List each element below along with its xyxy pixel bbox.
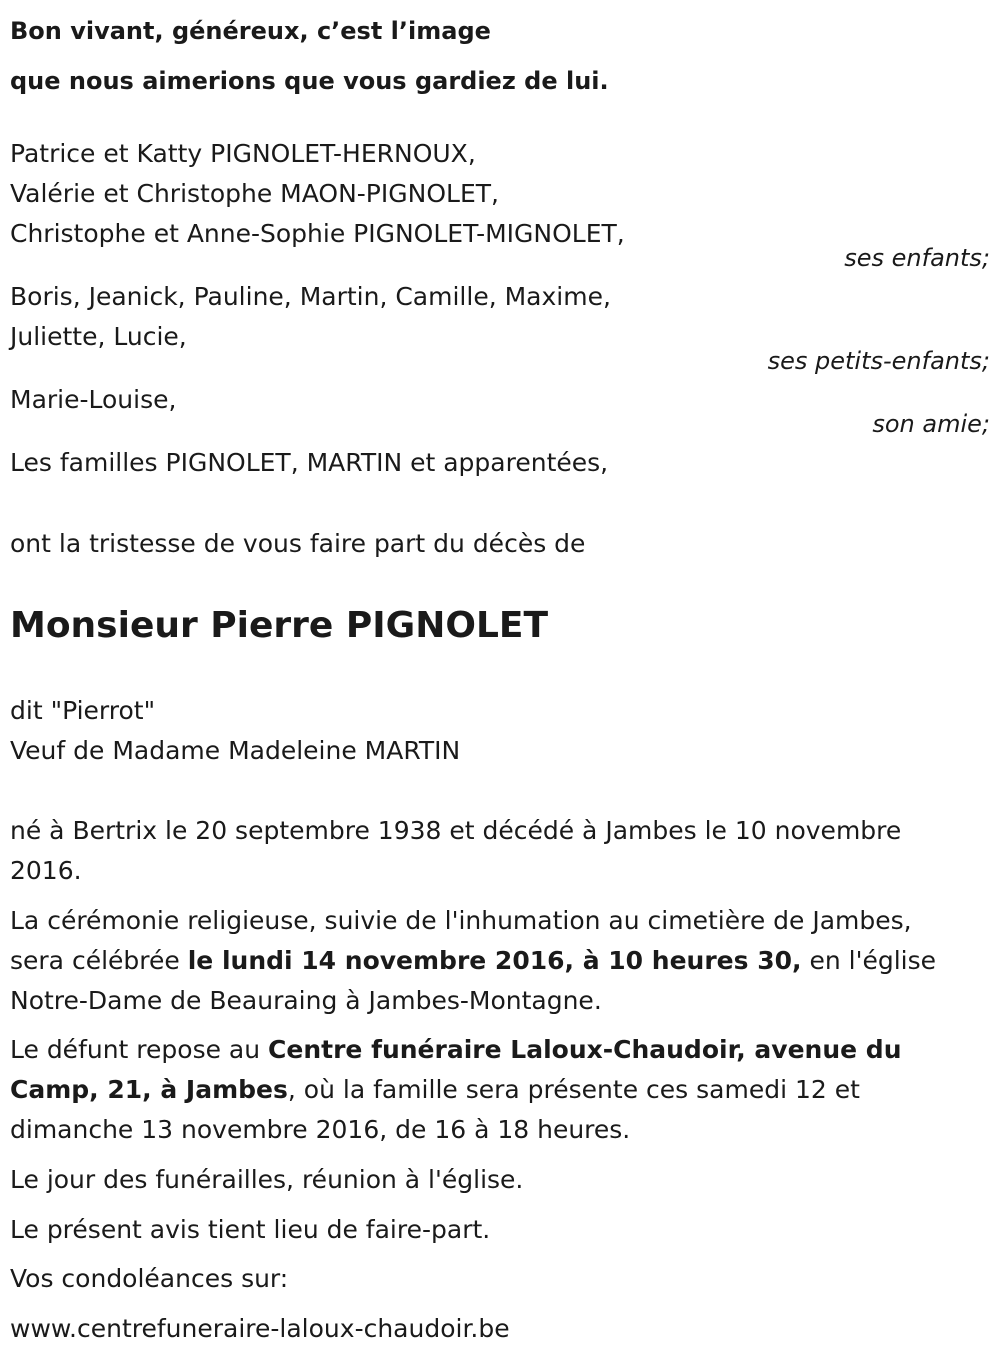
repose-line-2 [10,1070,970,1110]
funeral-day-paragraph [10,1160,970,1200]
children-role: ses enfants; [844,244,990,272]
motto-line-1: Bon vivant, généreux, c’est l’image [10,17,491,45]
ceremony-text: en l'église [801,946,936,975]
friend-role: son amie; [872,410,990,438]
deceased-widower: Veuf de Madame Madeleine MARTIN [10,736,461,765]
repose-text: , où la famille sera présente ces samedi 12 et [287,1075,860,1104]
repose-line-3: dimanche 13 novembre 2016, de 16 à 18 heures. [10,1115,631,1144]
families-entry [10,443,990,483]
website-paragraph [10,1309,970,1349]
repose-paragraph [10,1030,970,1150]
notice-paragraph [10,1210,970,1250]
birth-death-line-1: né à Bertrix le 20 septembre 1938 et décédé à Jambes le 10 novembre [10,816,902,845]
repose-line-1 [10,1030,970,1070]
ceremony-line-1: La cérémonie religieuse, suivie de l'inhumation au cimetière de Jambes, [10,906,912,935]
child-entry: Valérie et Christophe MAON-PIGNOLET, [10,179,499,208]
ceremony-date: le lundi 14 novembre 2016, à 10 heures 30, [187,946,802,975]
deceased-name: Monsieur Pierre PIGNOLET [10,605,549,646]
ceremony-line-2 [10,941,970,981]
friend-name: Marie-Louise, [10,385,177,414]
friend-entry [10,380,990,420]
announcement-text: ont la tristesse de vous faire part du décès de [10,529,586,558]
birth-death-line-2: 2016. [10,856,82,885]
notice-text: Le présent avis tient lieu de faire-part. [10,1215,491,1244]
motto-line-2: que nous aimerions que vous gardiez de lui. [10,67,609,95]
deceased-details [10,691,990,771]
families-text: Les familles PIGNOLET, MARTIN et apparentées, [10,448,609,477]
grandchildren-line-2: Juliette, Lucie, [10,322,187,351]
announcement [10,524,990,564]
child-entry: Patrice et Katty PIGNOLET-HERNOUX, [10,139,476,168]
ceremony-paragraph [10,901,970,1021]
condolences-paragraph [10,1259,970,1299]
ceremony-text: sera célébrée [10,946,188,975]
deceased-nickname: dit "Pierrot" [10,696,156,725]
funeral-day-text: Le jour des funérailles, réunion à l'église. [10,1165,524,1194]
child-entry: Christophe et Anne-Sophie PIGNOLET-MIGNOLET, [10,219,625,248]
grandchildren-role: ses petits-enfants; [767,347,990,375]
funeral-center-name: Centre funéraire Laloux-Chaudoir, avenue du [268,1035,902,1064]
condolences-label: Vos condoléances sur: [10,1264,289,1293]
grandchildren-line-1: Boris, Jeanick, Pauline, Martin, Camille, Maxime, [10,282,611,311]
funeral-center-address: Camp, 21, à Jambes [10,1075,288,1104]
repose-text: Le défunt repose au [10,1035,269,1064]
children-list [10,134,990,254]
website-link[interactable]: www.centrefuneraire-laloux-chaudoir.be [10,1314,510,1343]
birth-death-paragraph [10,811,970,891]
motto [10,6,609,106]
ceremony-line-3: Notre-Dame de Beauraing à Jambes-Montagne. [10,986,602,1015]
